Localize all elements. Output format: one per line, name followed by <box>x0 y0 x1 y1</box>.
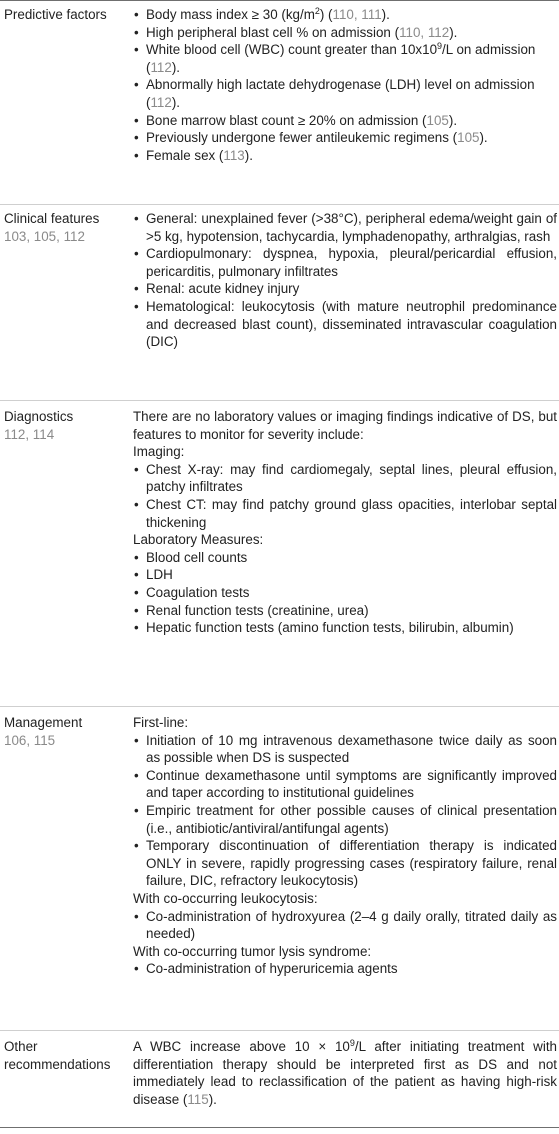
table-bottom-rule <box>0 1127 559 1128</box>
first-line-list <box>133 732 557 890</box>
first-line-heading: First-line: <box>133 715 189 730</box>
other-body <box>133 1038 557 1108</box>
row-label-predictive: Predictive factors <box>4 7 107 22</box>
row-divider <box>0 400 559 401</box>
list-item: • Chest CT: may find patchy ground glass opacities, interlobar septal thickening <box>133 496 557 531</box>
imaging-heading: Imaging: <box>133 444 185 460</box>
list-item: • Renal: acute kidney injury <box>133 280 557 298</box>
list-item: • Abnormally high lactate dehydrogenase (LDH) level on admission (112). <box>133 76 557 111</box>
imaging-list <box>133 461 557 531</box>
list-item: • Hematological: leukocytosis (with mature neutrophil predominance and decreased blast count), disseminated intravascular coagulation (DIC) <box>133 298 557 351</box>
list-item: • Co-administration of hydroxyurea (2–4 g daily orally, titrated daily as needed) <box>133 908 557 943</box>
list-item: • High peripheral blast cell % on admission (110, 112). <box>133 24 557 42</box>
list-item: • Chest X-ray: may find cardiomegaly, septal lines, pleural effusion, patchy infiltrates <box>133 461 557 496</box>
list-item: • Previously undergone fewer antileukemic regimens (105). <box>133 129 557 147</box>
row-divider <box>0 706 559 707</box>
lab-list <box>133 549 557 637</box>
other-text: A WBC increase above $10 \times 10^9/L$ after initiating treatment with differentiation therapy should be interpreted first as DS and not immediately lead to reclassification of the patient as having high-risk disease (115). <box>133 1038 557 1107</box>
row-divider <box>0 204 559 205</box>
list-item: • Empiric treatment for other possible causes of clinical presentation (i.e., antibiotic/antiviral/antifungal agents) <box>133 802 557 837</box>
list-item: • Continue dexamethasone until symptoms are significantly improved and taper according to institutional guidelines <box>133 767 557 802</box>
management-body <box>133 714 557 978</box>
table-top-rule <box>0 0 559 1</box>
row-label-other: Other recommendations <box>4 1039 111 1072</box>
row-label-refs: 112, 114 <box>4 426 55 442</box>
lab-heading: Laboratory Measures: <box>133 532 264 548</box>
list-item: • Cardiopulmonary: dyspnea, hypoxia, pleural/pericardial effusion, pericarditis, pulmonary infiltrates <box>133 245 557 280</box>
leukocytosis-list <box>133 908 557 943</box>
predictive-list <box>133 6 557 164</box>
list-item: • Co-administration of hyperuricemia agents <box>133 960 557 978</box>
list-item: • LDH <box>133 566 557 584</box>
list-item: • Body mass index ≥ 30 $(kg/m^2)$ (110, 111). <box>133 6 557 24</box>
row-label-refs: 103, 105, 112 <box>4 228 85 244</box>
clinical-list <box>133 210 557 351</box>
list-item: • Female sex (113). <box>133 147 557 165</box>
row-label-refs: 106, 115 <box>4 732 56 748</box>
row-divider <box>0 1030 559 1031</box>
list-item: • Bone marrow blast count ≥ 20% on admission (105). <box>133 112 557 130</box>
row-label-diagnostics: Diagnostics 112, 114 <box>4 409 74 442</box>
list-item: • Temporary discontinuation of differentiation therapy is indicated ONLY in severe, rapidly progressing cases (respiratory failure, renal failure, DIC, refractory leukocytosis) <box>133 837 557 890</box>
list-item: • Blood cell counts <box>133 549 557 567</box>
list-item: • Initiation of 10 mg intravenous dexamethasone twice daily as soon as possible when DS is suspected <box>133 732 557 767</box>
predictive-body <box>133 6 557 164</box>
tls-list <box>133 960 557 978</box>
clinical-body <box>133 210 557 351</box>
list-item: • Hepatic function tests (amino function tests, bilirubin, albumin) <box>133 619 557 637</box>
tls-heading: With co-occurring tumor lysis syndrome: <box>133 943 372 959</box>
list-item: • General: unexplained fever (>38°C), peripheral edema/weight gain of >5 kg, hypotension, tachycardia, lymphadenopathy, arthralgias, rash <box>133 210 557 245</box>
list-item: • Renal function tests (creatinine, urea) <box>133 602 557 620</box>
diagnostics-body <box>133 408 557 637</box>
list-item: • Coagulation tests <box>133 584 557 602</box>
row-label-clinical: Clinical features 103, 105, 112 <box>4 211 100 244</box>
leukocytosis-heading: With co-occurring leukocytosis: <box>133 890 318 906</box>
row-label-management: Management 106, 115 <box>4 715 83 748</box>
list-item: • White blood cell (WBC) count greater than $10x10^9/L$ on admission (112). <box>133 41 557 76</box>
diagnostics-intro: There are no laboratory values or imaging findings indicative of DS, but features to monitor for severity include: <box>133 409 557 442</box>
